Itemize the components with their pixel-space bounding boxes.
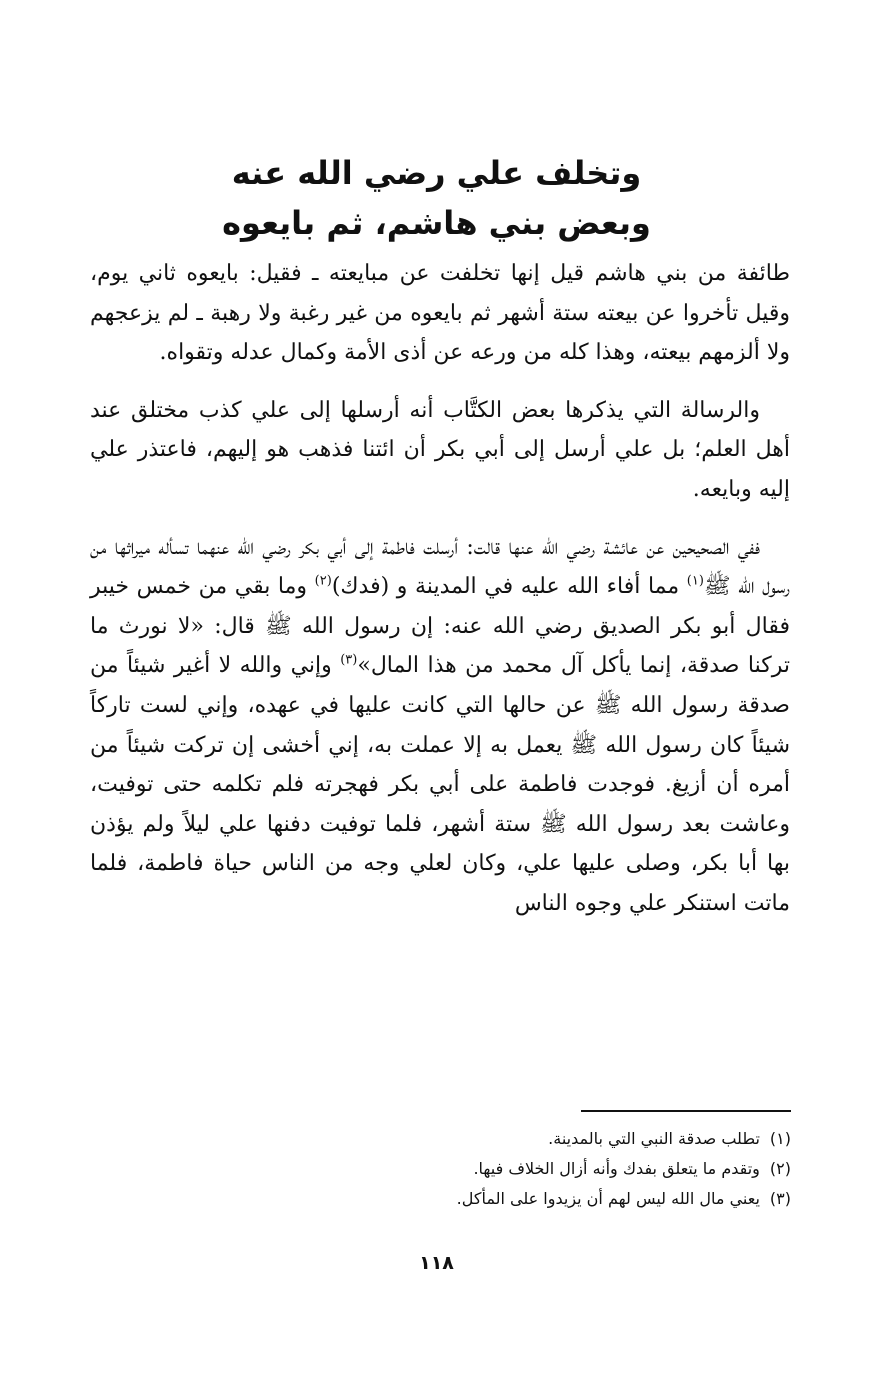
footnote-number: (١) <box>769 1129 791 1148</box>
footnote-ref-3: (٣) <box>340 653 358 669</box>
footnotes <box>191 1124 791 1214</box>
footnote-separator <box>581 1110 791 1112</box>
paragraph-1: طائفة من بني هاشم قيل إنها تخلفت عن مبايعته ـ فقيل: بايعوه ثاني يوم، وقيل تأخروا عن بيعته ستة أشهر ثم بايعوه من غير رغبة ولا رهبة ـ لم يزعجهم ولا ألزمهم بيعته، وهذا كله من ورعه عن أذى الأمة وكمال عدله وتقواه. <box>90 261 790 366</box>
paragraph-3-part-3: وما بقي من خمس خيبر فقال أبو بكر الصديق رضي الله عنه: إن رسول الله ﷺ قال: «لا نورث ما تركنا صدقة، إنما يأكل آل محمد من هذا المال» <box>90 574 790 679</box>
body-text <box>90 254 790 942</box>
paragraph-3 <box>90 528 790 924</box>
footnote-ref-2: (٢) <box>314 573 332 589</box>
page-number: ١١٨ <box>419 1252 454 1274</box>
chapter-title <box>0 148 873 248</box>
chapter-title-line-2: وبعض بني هاشم، ثم بايعوه <box>222 204 651 242</box>
paragraph-3-part-4: وإني والله لا أغير شيئاً من صدقة رسول الله ﷺ عن حالها التي كانت عليها في عهده، وإني لست تاركاً شيئاً كان رسول الله ﷺ يعمل به إلا عملت به، إني أخشى إن تركت شيئاً من أمره أن أزيغ. فوجدت فاطمة على أبي بكر فهجرته فلم تكلمه حتى توفيت، وعاشت بعد رسول الله ﷺ ستة أشهر، فلما توفيت دفنها علي ليلاً ولم يؤذن بها أبا بكر، وصلى عليها علي، وكان لعلي وجه من الناس حياة فاطمة، فلما ماتت استنكر علي وجوه الناس <box>90 653 790 916</box>
footnote-text: يعني مال الله ليس لهم أن يزيدوا على المأكل. <box>456 1189 760 1208</box>
paragraph-3-part-1: ففي الصحيحين عن عائشة رضي الله عنها قالت: أرسلت فاطمة إلى أبي بكر رضي الله عنهما تسأله ميراثها من رسول الله ﷺ <box>90 534 790 600</box>
chapter-title-line-1: وتخلف علي رضي الله عنه <box>231 154 642 192</box>
footnote-2 <box>191 1154 791 1184</box>
footnote-1 <box>191 1124 791 1154</box>
footnote-text: تطلب صدقة النبي التي بالمدينة. <box>548 1129 760 1148</box>
paragraph-3-part-2: مما أفاء الله عليه في المدينة و (فدك) <box>331 574 687 600</box>
footnote-ref-1: (١) <box>686 573 704 589</box>
paragraph-2: والرسالة التي يذكرها بعض الكتَّاب أنه أرسلها إلى علي كذب مختلق عند أهل العلم؛ بل علي أرسل إلى أبي بكر أن ائتنا فذهب هو إليهم، فاعتذر علي إليه وبايعه. <box>90 397 790 502</box>
footnote-text: وتقدم ما يتعلق بفدك وأنه أزال الخلاف فيها. <box>473 1159 760 1178</box>
footnote-3 <box>191 1184 791 1214</box>
footnote-number: (٢) <box>769 1159 791 1178</box>
footnote-number: (٣) <box>769 1189 791 1208</box>
